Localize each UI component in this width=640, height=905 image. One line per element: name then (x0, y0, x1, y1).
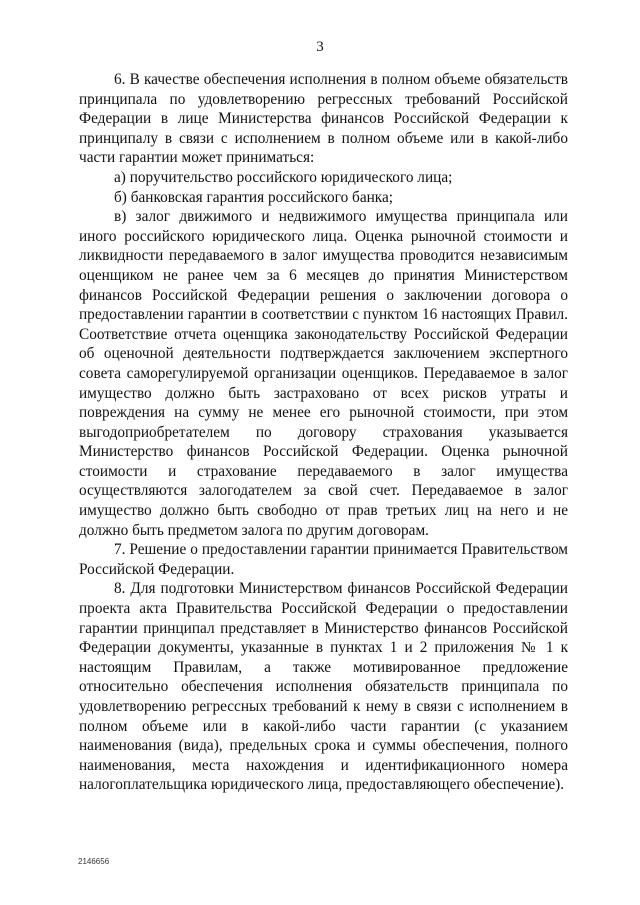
paragraph-7: 7. Решение о предоставлении гарантии принимается Правительством Российской Федерации. (79, 541, 568, 578)
paragraph-6: 6. В качестве обеспечения исполнения в полном объеме обязательств принципала по удовлетворению регрессных требований Российской Федерации в лице Министерства финансов Российской Федерации к принципалу в связи с исполнением в полном объеме или в какой-либо части гарантии может приниматься: (79, 71, 568, 167)
paragraph-6v: в) залог движимого и недвижимого имущества принципала или иного российского юридического лица. Оценка рыночной стоимости и ликвидности передаваемого в залог имущества проводится независимым оценщиком не ранее чем за 6 месяцев до принятия Министерством финансов Российской Федерации решения о заключении договора о предоставлении гарантии в соответствии с пунктом 16 настоящих Правил. Соответствие отчета оценщика законодательству Российской Федерации об оценочной деятельности подтверждается заключением экспертного совета саморегулируемой организации оценщиков. Передаваемое в залог имущество должно быть застраховано от всех рисков утраты и повреждения на сумму не менее его рыночной стоимости, при этом выгодоприобретателем по договору страхования указывается Министерство финансов Российской Федерации. Оценка рыночной стоимости и страхование передаваемого в залог имущества осуществляются залогодателем за свой счет. Передаваемое в залог имущество должно быть свободно от прав третьих лиц на него и не должно быть предметом залога по другим договорам. (79, 208, 568, 539)
page-number: 3 (316, 39, 324, 55)
paragraph-6b: б) банковская гарантия российского банка; (114, 188, 394, 206)
document-body (79, 70, 568, 795)
document-code: 2146656 (78, 857, 110, 866)
paragraph-8: 8. Для подготовки Министерством финансов Российской Федерации проекта акта Правительства Российской Федерации о предоставлении гарантии принципал представляет в Министерство финансов Российской Федерации документы, указанные в пунктах 1 и 2 приложения № 1 к настоящим Правилам, а также мотивированное предложение относительно обеспечения исполнения обязательств принципала по удовлетворению регрессных требований к нему в связи с исполнением в полном объеме или в какой-либо части гарантии (с указанием наименования (вида), предельных срока и суммы обеспечения, полного наименования, места нахождения и идентификационного номера налогоплательщика юридического лица, предоставляющего обеспечение). (79, 580, 568, 794)
paragraph-6a: а) поручительство российского юридического лица; (114, 168, 453, 186)
